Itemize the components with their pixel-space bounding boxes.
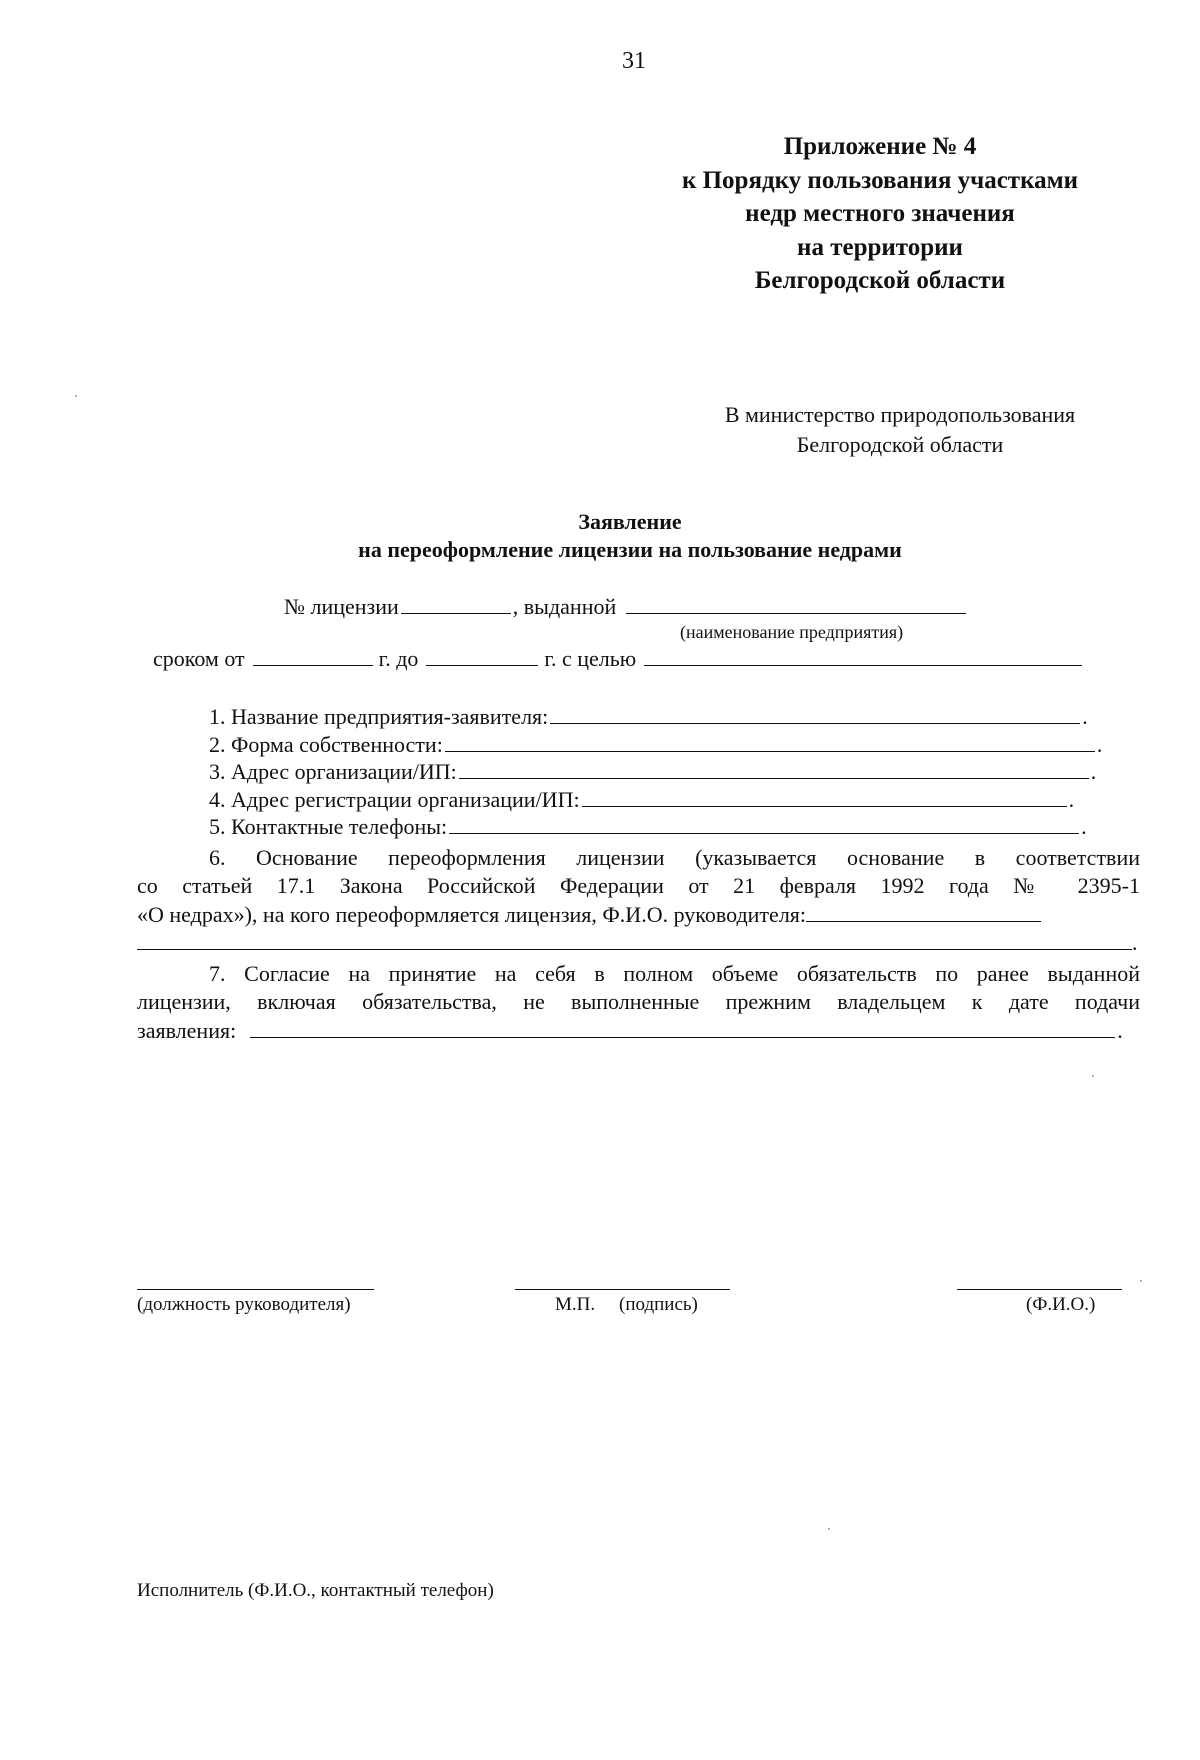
term-from-field[interactable] <box>253 644 373 666</box>
name-caption: (Ф.И.О.) <box>1026 1294 1096 1315</box>
item6-line1: 6. Основание переоформления лицензии (указывается основание в соответствии <box>209 845 1140 870</box>
purpose-field[interactable] <box>644 644 1082 666</box>
item-label: 1. Название предприятия-заявителя: <box>209 704 549 729</box>
item7-line1: 7. Согласие на принятие на себя в полном объеме обязательств по ранее выданной <box>209 961 1140 986</box>
item7-line3: заявления: <box>137 1018 237 1043</box>
enterprise-field[interactable] <box>626 592 966 614</box>
license-number-field[interactable] <box>401 592 511 614</box>
consent-field[interactable] <box>250 1016 1115 1038</box>
document-title <box>130 508 1130 564</box>
scan-speck <box>1140 1280 1142 1282</box>
appendix-line: к Порядку пользования участками <box>681 166 1079 194</box>
license-row <box>284 592 968 621</box>
item-row: 4. Адрес регистрации организации/ИП: . <box>209 787 1075 812</box>
director-name-field[interactable] <box>806 900 1041 922</box>
signature-line[interactable] <box>515 1289 730 1290</box>
addressee-line: В министерство природопользования <box>724 402 1076 427</box>
phones-field[interactable] <box>449 812 1079 834</box>
page-number: 31 <box>622 48 646 74</box>
item6-line3: «О недрах»), на кого переоформляется лицензия, Ф.И.О. руководителя: <box>137 902 807 927</box>
addressee <box>655 400 1145 460</box>
appendix-header <box>620 130 1140 298</box>
registration-address-field[interactable] <box>582 785 1067 807</box>
item6-line2: со статьей 17.1 Закона Российской Федерации от 21 февраля 1992 года № 2395-1 <box>137 873 1140 898</box>
term-from-label: сроком от <box>153 646 245 671</box>
director-name-field-continued[interactable] <box>137 928 1132 950</box>
item-row: 1. Название предприятия-заявителя: . <box>209 704 1088 729</box>
item-label: 2. Форма собственности: <box>209 732 443 757</box>
item-row: 2. Форма собственности: . <box>209 732 1103 757</box>
item7-row3: заявления: . <box>137 1018 1123 1043</box>
item-label: 4. Адрес регистрации организации/ИП: <box>209 787 580 812</box>
enterprise-caption: (наименование предприятия) <box>680 622 904 642</box>
signature-caption: (подпись) <box>619 1294 698 1315</box>
ownership-form-field[interactable] <box>445 730 1095 752</box>
scan-speck <box>828 1528 830 1530</box>
scan-speck <box>1092 1075 1094 1077</box>
appendix-line: Приложение № 4 <box>783 133 977 160</box>
appendix-line: Белгородской области <box>754 267 1006 294</box>
item-label: 3. Адрес организации/ИП: <box>209 759 457 784</box>
item6-row4: . <box>137 928 1138 957</box>
year-to-label: г. до <box>378 646 419 671</box>
scan-speck <box>75 395 77 397</box>
title-line: на переоформление лицензии на пользование недрами <box>358 537 902 562</box>
executor-note: Исполнитель (Ф.И.О., контактный телефон) <box>137 1580 494 1601</box>
item7-line2: лицензии, включая обязательства, не выполненные прежним владельцем к дате подачи <box>137 989 1140 1014</box>
item6-row3 <box>137 900 1043 929</box>
addressee-line: Белгородской области <box>796 432 1004 457</box>
term-row <box>153 644 1084 673</box>
title-line: Заявление <box>578 509 682 534</box>
position-signature-line[interactable] <box>137 1289 374 1290</box>
item-row: 3. Адрес организации/ИП: . <box>209 759 1097 784</box>
applicant-name-field[interactable] <box>550 702 1080 724</box>
term-to-field[interactable] <box>426 644 538 666</box>
item-label: 5. Контактные телефоны: <box>209 814 448 839</box>
stamp-caption: М.П. <box>555 1294 596 1315</box>
license-number-label: № лицензии <box>284 594 399 619</box>
issued-label: , выданной <box>512 594 617 619</box>
purpose-label: г. с целью <box>544 646 637 671</box>
organization-address-field[interactable] <box>459 757 1089 779</box>
item-row: 5. Контактные телефоны: . <box>209 814 1087 839</box>
appendix-line: на территории <box>797 233 963 261</box>
position-caption: (должность руководителя) <box>137 1294 351 1315</box>
appendix-line: недр местного значения <box>745 200 1015 227</box>
name-signature-line[interactable] <box>957 1289 1122 1290</box>
